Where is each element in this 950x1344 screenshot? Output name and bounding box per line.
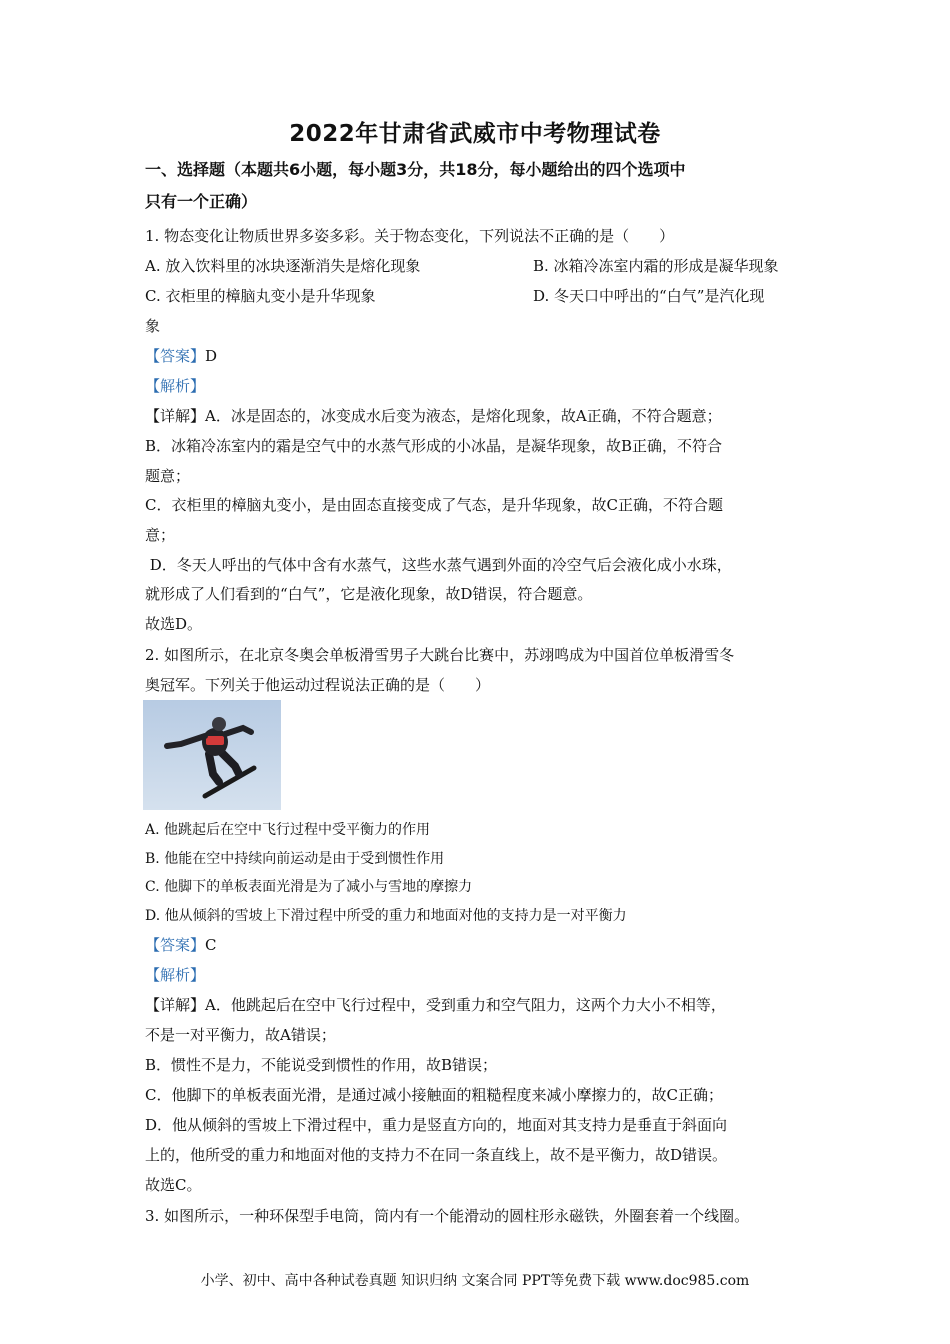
q1-answer-row <box>145 346 217 366</box>
q2-answer-row <box>145 935 217 955</box>
q2-answer-tag: 【答案】 <box>145 936 206 954</box>
q2-detail-line: B．惯性不是力，不能说受到惯性的作用，故B错误； <box>145 1056 498 1074</box>
page-title: 2022年甘肃省武威市中考物理试卷 <box>289 121 661 147</box>
q1-answer-tag: 【答案】 <box>145 347 206 365</box>
snowboarder-image <box>143 700 281 810</box>
q1-detail-line: 意； <box>145 526 176 544</box>
q2-stem-line1: 2. 如图所示，在北京冬奥会单板滑雪男子大跳台比赛中，苏翊鸣成为中国首位单板滑雪冬 <box>145 646 735 664</box>
q3-stem: 3. 如图所示，一种环保型手电筒，筒内有一个能滑动的圆柱形永磁铁，外圈套着一个线圈。 <box>145 1207 750 1225</box>
q1-analysis-tag: 【解析】 <box>145 377 206 395</box>
q1-detail-line: 【详解】A．冰是固态的，冰变成水后变为液态，是熔化现象，故A正确，不符合题意； <box>145 407 722 425</box>
q1-detail-line: D．冬天人呼出的气体中含有水蒸气，这些水蒸气遇到外面的冷空气后会液化成小水珠， <box>145 556 732 574</box>
q2-detail-line: 故选C。 <box>145 1176 202 1194</box>
q2-detail-line: 不是一对平衡力，故A错误； <box>145 1026 336 1044</box>
q1-answer: D <box>205 347 218 365</box>
q2-detail-line: 上的，他所受的重力和地面对他的支持力不在同一条直线上，故不是平衡力，故D错误。 <box>145 1146 728 1164</box>
section-heading-line2: 只有一个正确） <box>145 192 258 211</box>
q1-option-d-wrap: 象 <box>145 317 161 335</box>
snowboarder-photo <box>143 700 281 810</box>
q1-detail-line: 故选D。 <box>145 615 203 633</box>
q2-option-c: C. 他脚下的单板表面光滑是为了减小与雪地的摩擦力 <box>145 879 473 895</box>
q2-option-d: D. 他从倾斜的雪坡上下滑过程中所受的重力和地面对他的支持力是一对平衡力 <box>145 908 627 924</box>
q1-option-d: D. 冬天口中呼出的“白气”是汽化现 <box>533 287 765 305</box>
q2-option-b: B. 他能在空中持续向前运动是由于受到惯性作用 <box>145 851 445 867</box>
q2-answer: C <box>205 936 217 954</box>
q1-stem: 1. 物态变化让物质世界多姿多彩。关于物态变化，下列说法不正确的是（ ） <box>145 227 675 245</box>
q1-detail-line: B．冰箱冷冻室内的霜是空气中的水蒸气形成的小冰晶，是凝华现象，故B正确，不符合 <box>145 437 723 455</box>
q1-detail-line: 题意； <box>145 467 191 485</box>
q2-option-a: A. 他跳起后在空中飞行过程中受平衡力的作用 <box>145 822 431 838</box>
q2-detail-line: 【详解】A．他跳起后在空中飞行过程中，受到重力和空气阻力，这两个力大小不相等， <box>145 996 726 1014</box>
q1-option-a: A. 放入饮料里的冰块逐渐消失是熔化现象 <box>145 257 421 275</box>
q2-detail-line: D．他从倾斜的雪坡上下滑过程中，重力是竖直方向的，地面对其支持力是垂直于斜面向 <box>145 1116 728 1134</box>
q1-option-b: B. 冰箱冷冻室内霜的形成是凝华现象 <box>533 257 779 275</box>
q2-detail-line: C．他脚下的单板表面光滑，是通过减小接触面的粗糙程度来减小摩擦力的，故C正确； <box>145 1086 723 1104</box>
q2-analysis-tag: 【解析】 <box>145 966 206 984</box>
q1-detail-line: C．衣柜里的樟脑丸变小，是由固态直接变成了气态，是升华现象，故C正确，不符合题 <box>145 496 723 514</box>
section-heading-line1: 一、选择题（本题共6小题，每小题3分，共18分，每小题给出的四个选项中 <box>145 160 686 179</box>
q1-detail-line: 就形成了人们看到的“白气”，它是液化现象，故D错误，符合题意。 <box>145 585 593 603</box>
page-footer: 小学、初中、高中各种试卷真题 知识归纳 文案合同 PPT等免费下载 www.doc985.com <box>200 1273 750 1289</box>
q1-option-c: C. 衣柜里的樟脑丸变小是升华现象 <box>145 287 376 305</box>
q2-stem-line2: 奥冠军。下列关于他运动过程说法正确的是（ ） <box>145 676 491 694</box>
